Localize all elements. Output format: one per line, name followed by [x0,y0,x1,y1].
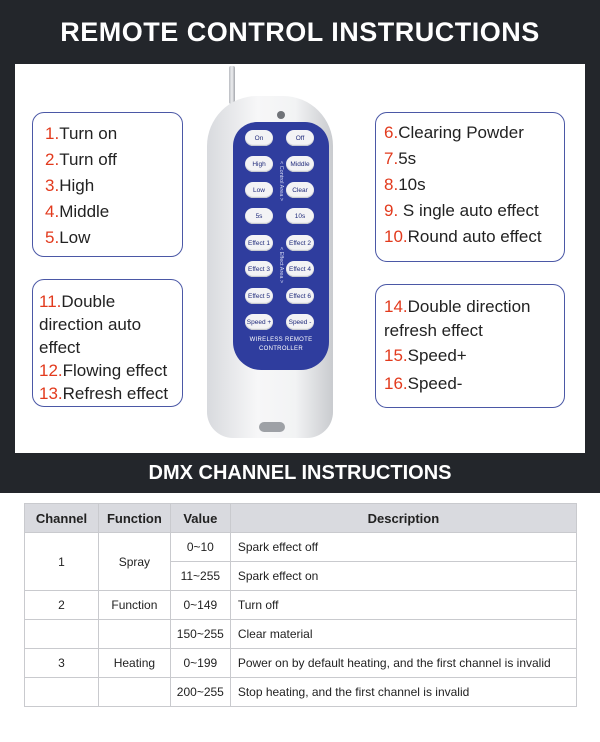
channel-cell: 3 [25,649,99,678]
instruction-item: 1.Turn on [45,124,118,143]
description-cell: Power on by default heating, and the first channel is invalid [230,649,576,678]
table-row [25,591,577,620]
instruction-item: 13.Refresh effect [39,384,169,403]
channel-cell [25,678,99,707]
instruction-item: 14.Double direction [384,297,531,316]
instruction-item: 5.Low [45,228,91,247]
remote-on-button[interactable]: On [245,130,273,146]
instruction-item: 16.Speed- [384,374,463,393]
instruction-box-right-top [375,112,565,262]
right-frame-strip [585,64,600,453]
instruction-item-continued: direction auto [39,315,142,334]
instruction-item: 11.Double [39,292,116,311]
instruction-item: 15.Speed+ [384,346,467,365]
function-cell: Spray [98,533,170,591]
instruction-box-right-bottom [375,284,565,408]
description-cell: Spark effect off [230,533,576,562]
instruction-item: 12.Flowing effect [39,361,168,380]
table-row [25,533,577,562]
description-cell: Stop heating, and the first channel is invalid [230,678,576,707]
function-cell [98,620,170,649]
column-header-value: Value [170,504,230,533]
value-cell: 150~255 [170,620,230,649]
instruction-item: 8.10s [384,175,426,194]
column-header-description: Description [230,504,576,533]
value-cell: 11~255 [170,562,230,591]
instruction-item: 7.5s [384,149,417,168]
instruction-item: 2.Turn off [45,150,117,169]
function-cell: Function [98,591,170,620]
instruction-item: 3.High [45,176,95,195]
remote-speed-plus-button[interactable]: Speed + [245,314,273,330]
function-cell [98,678,170,707]
remote-section-title: REMOTE CONTROL INSTRUCTIONS [0,0,600,64]
remote-effect1-button[interactable]: Effect 1 [245,235,273,251]
remote-off-button[interactable]: Off [286,130,314,146]
remote-caption-line: WIRELESS REMOTE [249,337,313,343]
control-area-label: < Control Area > [278,160,284,202]
function-cell: Heating [98,649,170,678]
dmx-section-title: DMX CHANNEL INSTRUCTIONS [0,453,600,493]
column-header-channel: Channel [25,504,99,533]
remote-effect2-button[interactable]: Effect 2 [286,235,314,251]
remote-effect6-button[interactable]: Effect 6 [286,288,314,304]
remote-speed-minus-button[interactable]: Speed - [286,314,314,330]
value-cell: 200~255 [170,678,230,707]
instruction-box-left-top [32,112,183,257]
instruction-box-left-bottom [32,279,183,407]
column-header-function: Function [98,504,170,533]
effect-area-label: < Effect Area > [278,246,284,284]
remote-high-button[interactable]: High [245,156,273,172]
channel-cell: 1 [25,533,99,591]
table-row [25,649,577,678]
remote-caption-line: CONTROLLER [258,346,303,352]
remote-middle-button[interactable]: Middle [286,156,314,172]
remote-effect5-button[interactable]: Effect 5 [245,288,273,304]
instruction-item-continued: effect [39,338,81,357]
remote-low-button[interactable]: Low [245,182,273,198]
description-cell: Turn off [230,591,576,620]
channel-cell [25,620,99,649]
value-cell: 0~10 [170,533,230,562]
remote-caption [240,336,322,354]
remote-effect3-button[interactable]: Effect 3 [245,261,273,277]
instruction-item: 10.Round auto effect [384,227,542,246]
value-cell: 0~199 [170,649,230,678]
table-header-row [25,504,577,533]
description-cell: Spark effect on [230,562,576,591]
instruction-item-continued: refresh effect [384,321,483,340]
dmx-table [24,503,577,707]
remote-5s-button[interactable]: 5s [245,208,273,224]
instruction-item: 9. S ingle auto effect [384,201,539,220]
remote-lanyard-hole [259,422,285,432]
remote-led-indicator [277,111,285,119]
table-row [25,620,577,649]
channel-cell: 2 [25,591,99,620]
remote-effect4-button[interactable]: Effect 4 [286,261,314,277]
remote-10s-button[interactable]: 10s [286,208,314,224]
description-cell: Clear material [230,620,576,649]
instruction-item: 4.Middle [45,202,110,221]
table-row [25,678,577,707]
left-frame-strip [0,64,15,453]
value-cell: 0~149 [170,591,230,620]
instruction-item: 6.Clearing Powder [384,123,524,142]
remote-antenna [229,66,235,104]
remote-clear-button[interactable]: Clear [286,182,314,198]
